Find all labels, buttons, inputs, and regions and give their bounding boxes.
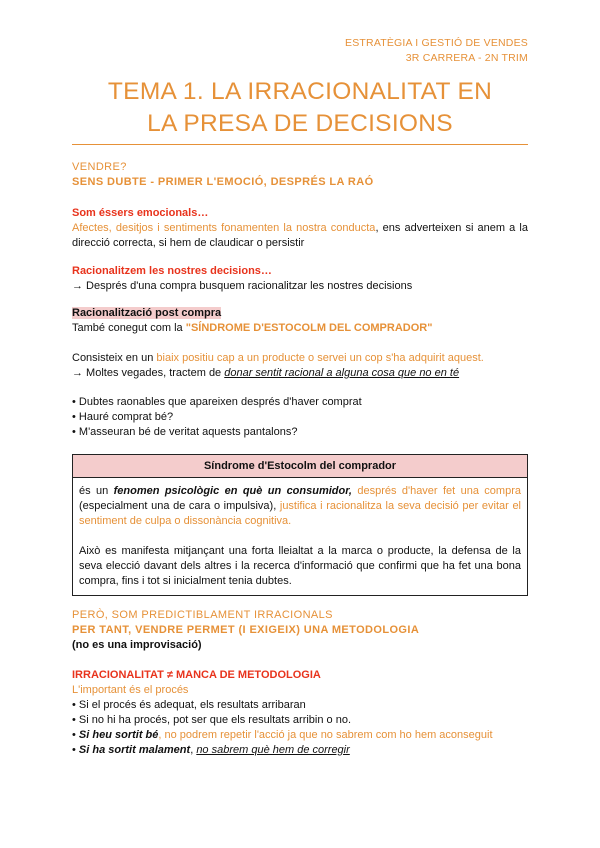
arrow-underlined: donar sentit racional a alguna cosa que no en té bbox=[224, 367, 460, 379]
def-p1-d: (especialment una de cara o impulsiva), bbox=[79, 500, 280, 512]
vendre-question: VENDRE? bbox=[72, 161, 127, 173]
pero-line-1: PERÒ, SOM PREDICTIBLAMENT IRRACIONALS bbox=[72, 609, 333, 621]
postcompra-aka bbox=[72, 321, 528, 336]
section-postcompra bbox=[72, 306, 528, 336]
irr-b3-term: Si heu sortit bé bbox=[78, 729, 159, 741]
irr-b3-dot: • bbox=[72, 729, 79, 741]
irr-b4-term: Si ha sortit malament bbox=[78, 744, 191, 756]
irr-b4-dot: • bbox=[72, 744, 79, 756]
title-line-1: TEMA 1. LA IRRACIONALITAT EN bbox=[107, 78, 493, 105]
pero-line-3: (no es una improvisació) bbox=[72, 639, 202, 651]
doubt-bullets bbox=[72, 395, 528, 440]
irr-bullet-4 bbox=[72, 743, 528, 758]
irr-subheading: L'important és el procés bbox=[72, 684, 189, 696]
consisteix-lead: Consisteix en un bbox=[72, 352, 157, 364]
emocionals-text-rest: , ens adverteixen si anem a la direcció correcta, si hem de claudicar o persistir bbox=[72, 222, 528, 249]
section-irracionalitat bbox=[72, 668, 528, 758]
arrow-lead: → Moltes vegades, tractem de bbox=[72, 367, 225, 379]
def-p1-a: és un bbox=[79, 485, 114, 497]
racionalitzem-text: → Després d'una compra busquem racionalitzar les nostres decisions bbox=[72, 280, 413, 292]
emocionals-text bbox=[72, 221, 528, 251]
irr-b4-comma: , bbox=[190, 744, 197, 756]
section-racionalitzem bbox=[72, 264, 528, 294]
definition-paragraph-2: Això es manifesta mitjançant una forta lleialtat a la marca o producte, la defensa de la seva elecció davant dels altres i la recerca d'informació que confirmi que ha fet una bona compra, fins i tot si inicialment tenia dubtes. bbox=[79, 545, 521, 587]
section-vendre bbox=[72, 160, 528, 190]
course-name: ESTRATÈGIA I GESTIÓ DE VENDES bbox=[345, 37, 528, 49]
racionalitzem-heading: Racionalitzem les nostres decisions… bbox=[72, 265, 272, 277]
title-line-2: LA PRESA DE DECISIONS bbox=[147, 110, 453, 137]
irr-bullet-2: • Si no hi ha procés, pot ser que els resultats arribin o no. bbox=[72, 714, 352, 726]
irr-b3-rest: , no podrem repetir l'acció ja que no sabrem com ho hem aconseguit bbox=[158, 729, 493, 741]
def-p1-term: fenomen psicològic en què un consumidor, bbox=[113, 485, 352, 497]
doubt-bullet-2: • Hauré comprat bé? bbox=[72, 411, 174, 423]
irr-heading: IRRACIONALITAT ≠ MANCA DE METODOLOGIA bbox=[72, 669, 321, 681]
doubt-bullet-1: • Dubtes raonables que apareixen després d'haver comprat bbox=[72, 396, 362, 408]
section-emocionals bbox=[72, 206, 528, 251]
section-consisteix bbox=[72, 351, 528, 381]
definition-box bbox=[72, 454, 528, 596]
consisteix-highlight: biaix positiu cap a un producte o servei un cop s'ha adquirit aquest. bbox=[156, 352, 484, 364]
def-p1-e: justifica i racionalitza la seva decisió per evitar el sentiment de culpa o dissonància cognitiva. bbox=[79, 500, 522, 527]
postcompra-aka-name: "SÍNDROME D'ESTOCOLM DEL COMPRADOR" bbox=[185, 322, 433, 334]
document-header bbox=[345, 36, 528, 66]
definition-paragraph-1 bbox=[79, 484, 521, 529]
irr-b4-rest: no sabrem què hem de corregir bbox=[196, 744, 350, 756]
doubt-bullet-3: • M'asseuran bé de veritat aquests pantalons? bbox=[72, 426, 298, 438]
irr-bullet-3 bbox=[72, 728, 528, 743]
page-title bbox=[72, 76, 528, 140]
vendre-answer: SENS DUBTE - PRIMER L'EMOCIÓ, DESPRÉS LA RAÓ bbox=[72, 176, 374, 188]
consisteix-text bbox=[72, 351, 528, 366]
course-term: 3R CARRERA - 2N TRIM bbox=[405, 52, 528, 64]
definition-box-title: Síndrome d'Estocolm del comprador bbox=[73, 455, 527, 478]
arrow-text bbox=[72, 366, 528, 381]
title-divider bbox=[72, 144, 528, 145]
pero-line-2: PER TANT, VENDRE PERMET (I EXIGEIX) UNA METODOLOGIA bbox=[72, 624, 420, 636]
postcompra-heading: Racionalització post compra bbox=[72, 307, 222, 319]
definition-box-body bbox=[73, 478, 527, 595]
irr-bullet-1: • Si el procés és adequat, els resultats arribaran bbox=[72, 699, 306, 711]
def-p1-c: després d'haver fet una compra bbox=[351, 485, 521, 497]
emocionals-text-highlight: Afectes, desitjos i sentiments fonamenten la nostra conducta bbox=[72, 222, 376, 234]
postcompra-aka-text: També conegut com la bbox=[72, 322, 186, 334]
emocionals-heading: Som éssers emocionals… bbox=[72, 207, 209, 219]
section-pero bbox=[72, 608, 528, 653]
